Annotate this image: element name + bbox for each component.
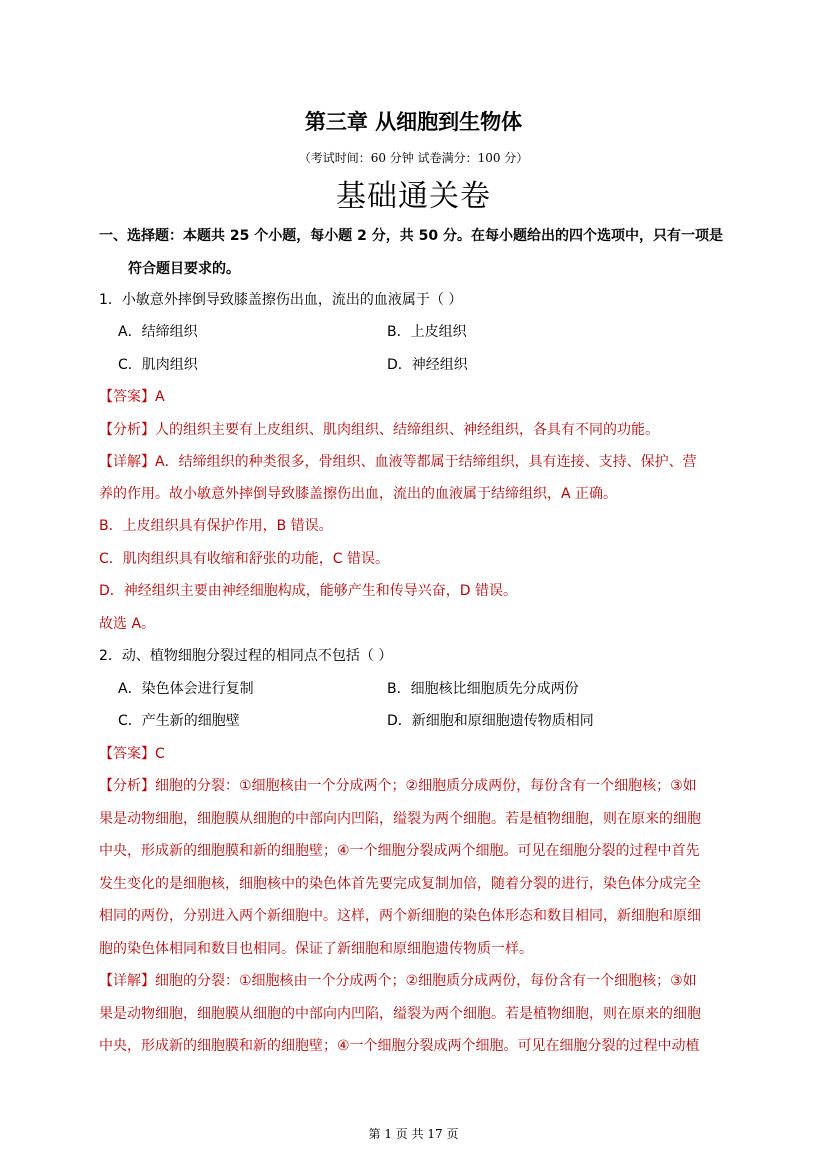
- q2-analysis-line: 相同的两份，分别进入两个新细胞中。这样，两个新细胞的染色体形态和数目相同，新细胞和原细: [99, 908, 701, 924]
- q2-analysis-line: 果是动物细胞，细胞膜从细胞的中部向内凹陷，缢裂为两个细胞。若是植物细胞，则在原来的细胞: [99, 811, 701, 827]
- q2-detail-line: 果是动物细胞，细胞膜从细胞的中部向内凹陷，缢裂为两个细胞。若是植物细胞，则在原来的细胞: [99, 1006, 701, 1022]
- q2-option-c: C．产生新的细胞壁: [118, 713, 240, 729]
- q2-option-a: A．染色体会进行复制: [118, 681, 254, 697]
- chapter-title: 第三章 从细胞到生物体: [304, 110, 523, 134]
- q1-answer: 【答案】A: [99, 389, 165, 405]
- q1-detail-line: 养的作用。故小敏意外摔倒导致膝盖擦伤出血，流出的血液属于结缔组织，A 正确。: [99, 486, 618, 502]
- q1-detail-line: 【详解】A．结缔组织的种类很多，骨组织、血液等都属于结缔组织，具有连接、支持、保护、营: [99, 454, 697, 470]
- page-number: 第 1 页 共 17 页: [368, 1127, 459, 1141]
- q1-option-d: D．神经组织: [387, 357, 468, 373]
- q2-option-d: D．新细胞和原细胞遗传物质相同: [387, 713, 594, 729]
- paper-title: 基础通关卷: [336, 179, 491, 214]
- q2-analysis-line: 中央，形成新的细胞膜和新的细胞壁；④一个细胞分裂成两个细胞。可见在细胞分裂的过程中首先: [99, 843, 700, 859]
- q2-analysis-line: 【分析】细胞的分裂：①细胞核由一个分成两个；②细胞质分成两份，每份含有一个细胞核；③如: [99, 778, 697, 794]
- q1-option-b: B．上皮组织: [387, 324, 467, 340]
- exam-info: （考试时间：60 分钟 试卷满分：100 分）: [298, 151, 529, 165]
- q2-option-b: B．细胞核比细胞质先分成两份: [387, 681, 579, 697]
- q2-stem: 2．动、植物细胞分裂过程的相同点不包括（ ）: [99, 648, 393, 664]
- q2-detail-line: 中央，形成新的细胞膜和新的细胞壁；④一个细胞分裂成两个细胞。可见在细胞分裂的过程中动植: [99, 1038, 700, 1054]
- q2-analysis-line: 发生变化的是细胞核，细胞核中的染色体首先要完成复制加倍，随着分裂的进行，染色体分成完全: [99, 876, 701, 892]
- section-heading-cont: 符合题目要求的。: [128, 261, 240, 277]
- q1-stem: 1．小敏意外摔倒导致膝盖擦伤出血，流出的血液属于（ ）: [99, 292, 463, 308]
- q1-analysis: 【分析】人的组织主要有上皮组织、肌肉组织、结缔组织、神经组织，各具有不同的功能。: [99, 422, 659, 438]
- q2-analysis-line: 胞的染色体相同和数目也相同。保证了新细胞和原细胞遗传物质一样。: [99, 941, 533, 957]
- q1-detail-line: D．神经组织主要由神经细胞构成，能够产生和传导兴奋，D 错误。: [99, 583, 518, 599]
- q2-detail-line: 【详解】细胞的分裂：①细胞核由一个分成两个；②细胞质分成两份，每份含有一个细胞核；③如: [99, 973, 697, 989]
- q1-option-a: A．结缔组织: [118, 324, 198, 340]
- q2-answer: 【答案】C: [99, 746, 165, 762]
- q1-option-c: C．肌肉组织: [118, 357, 198, 373]
- q1-detail-line: B．上皮组织具有保护作用，B 错误。: [99, 518, 333, 534]
- section-heading: 一、选择题：本题共 25 个小题，每小题 2 分，共 50 分。在每小题给出的四个选项中，只有一项是: [99, 228, 723, 244]
- q1-detail-line: C．肌肉组织具有收缩和舒张的功能，C 错误。: [99, 551, 389, 567]
- q1-conclusion: 故选 A。: [99, 616, 156, 632]
